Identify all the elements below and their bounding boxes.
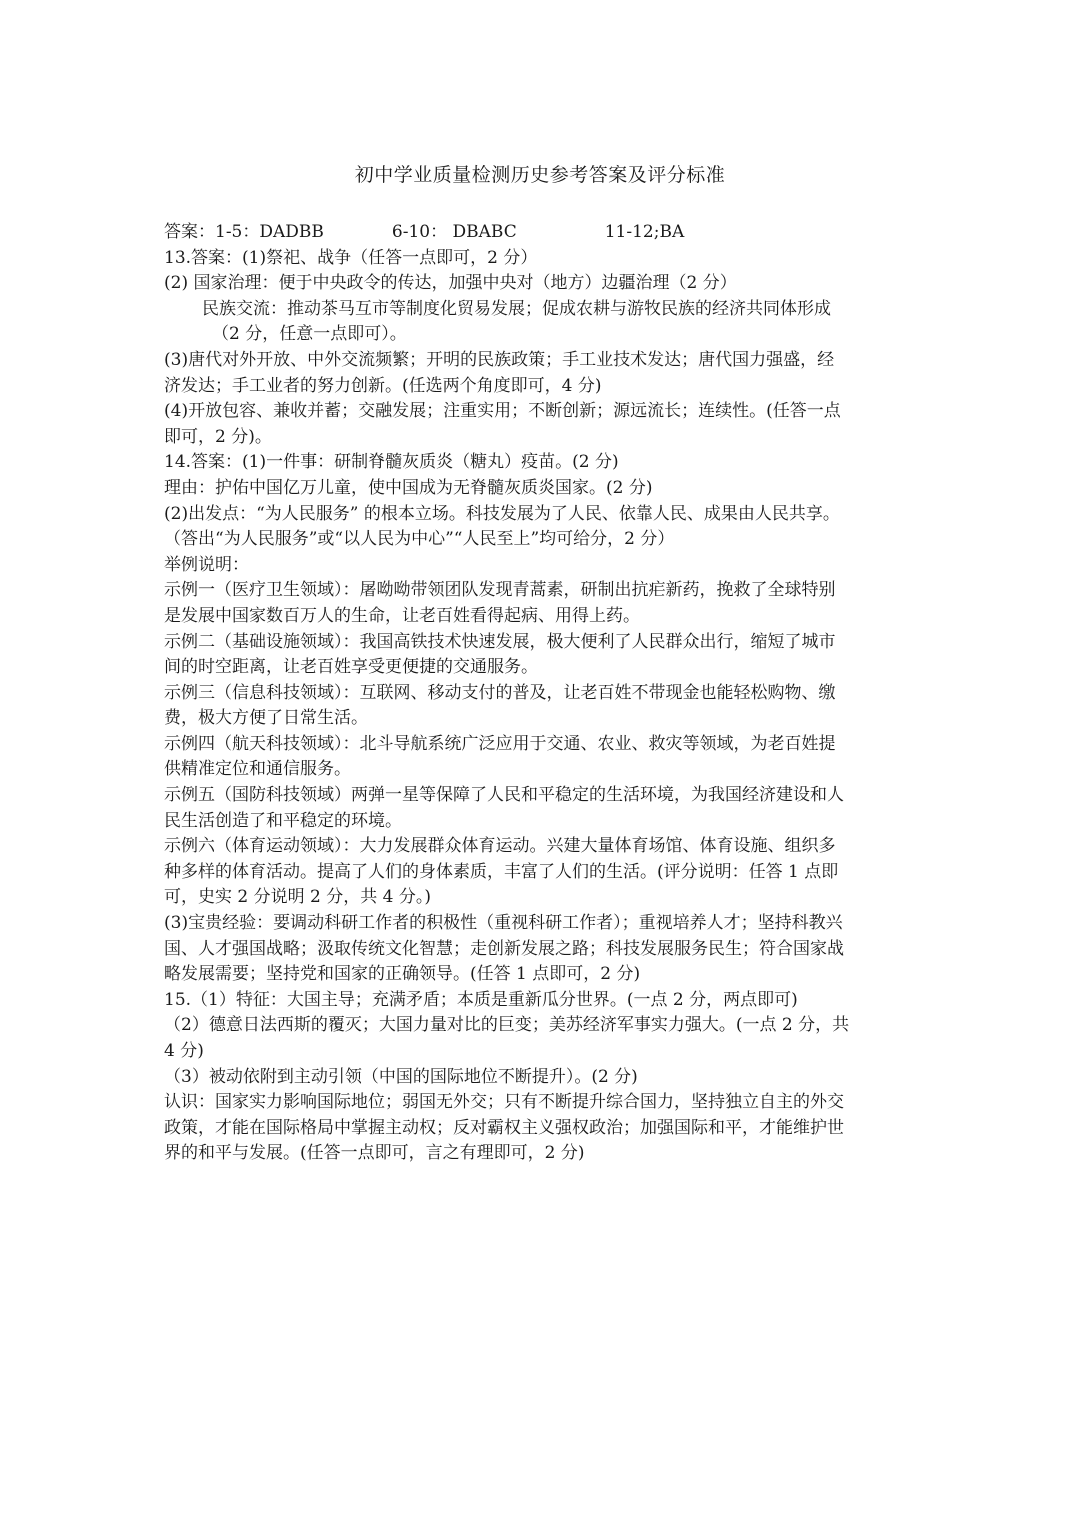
text-line: (2) 国家治理：便于中央政令的传达，加强中央对（地方）边疆治理（2 分） (164, 273, 737, 294)
text-line: 供精准定位和通信服务。 (164, 759, 351, 780)
answer-key-1-5: 答案：1-5：DADBB (164, 222, 324, 242)
document-title: 初中学业质量检测历史参考答案及评分标准 (354, 164, 726, 186)
text-line: （答出“为人民服务”或“以人民为中心”“人民至上”均可给分，2 分） (164, 529, 675, 550)
answer-key-6-10: 6-10： DBABC (391, 222, 517, 242)
text-line: (3)宝贵经验：要调动科研工作者的积极性（重视科研工作者）；重视培养人才；坚持科教兴 (164, 913, 843, 934)
text-line: (2)出发点：“为人民服务” 的根本立场。科技发展为了人民、依靠人民、成果由人民共享。 (164, 503, 840, 524)
text-line: 理由：护佑中国亿万儿童，使中国成为无脊髓灰质炎国家。(2 分) (164, 477, 653, 498)
text-line: （2 分，任意一点即可）。 (212, 324, 407, 345)
text-line: 示例五（国防科技领域）两弹一星等保障了人民和平稳定的生活环境，为我国经济建设和人 (164, 785, 844, 806)
text-line: 略发展需要；坚持党和国家的正确领导。(任答 1 点即可，2 分) (164, 964, 641, 985)
text-line: 示例二（基础设施领域）：我国高铁技术快速发展，极大便利了人民群众出行，缩短了城市 (164, 631, 836, 652)
text-line: 认识：国家实力影响国际地位；弱国无外交；只有不断提升综合国力，坚持独立自主的外交 (164, 1092, 844, 1113)
text-line: 国、人才强国战略；汲取传统文化智慧；走创新发展之路；科技发展服务民生；符合国家战 (164, 938, 844, 959)
text-line: 即可，2 分)。 (164, 426, 272, 447)
text-line: 政策，才能在国际格局中掌握主动权；反对霸权主义强权政治；加强国际和平，才能维护世 (164, 1117, 844, 1138)
answer-key-line (164, 220, 919, 246)
text-line: (4)开放包容、兼收并蓄；交融发展；注重实用；不断创新；源远流长；连续性。(任答一点 (164, 401, 841, 422)
text-line: 民生活创造了和平稳定的环境。 (164, 810, 402, 831)
text-line: 费，极大方便了日常生活。 (164, 708, 368, 729)
text-line: 4 分) (164, 1041, 204, 1061)
text-line: 民族交流：推动茶马互市等制度化贸易发展；促成农耕与游牧民族的经济共同体形成 (202, 298, 831, 319)
text-line: 种多样的体育活动。提高了人们的身体素质，丰富了人们的生活。(评分说明：任答 1 点即 (164, 861, 839, 882)
text-line: （3）被动依附到主动引领（中国的国际地位不断提升）。(2 分) (164, 1066, 638, 1087)
text-line: 15.（1）特征：大国主导；充满矛盾；本质是重新瓜分世界。(一点 2 分，两点即可) (164, 989, 798, 1010)
text-line: 界的和平与发展。(任答一点即可，言之有理即可，2 分) (164, 1143, 585, 1164)
text-line: 13.答案：(1)祭祀、战争（任答一点即可，2 分） (164, 247, 538, 268)
text-line: 示例一（医疗卫生领域）：屠呦呦带领团队发现青蒿素，研制出抗疟新药，挽救了全球特别 (164, 580, 836, 601)
text-line: 可，史实 2 分说明 2 分，共 4 分。) (164, 887, 432, 908)
text-line: 是发展中国家数百万人的生命，让老百姓看得起病、用得上药。 (164, 605, 640, 626)
answer-lines (164, 246, 919, 1167)
text-line: 示例四（航天科技领域）：北斗导航系统广泛应用于交通、农业、救灾等领域，为老百姓提 (164, 733, 836, 754)
text-line: 14.答案：(1)一件事：研制脊髓灰质炎（糖丸）疫苗。(2 分) (164, 452, 619, 473)
text-line: (3)唐代对外开放、中外交流频繁；开明的民族政策；手工业技术发达；唐代国力强盛，经 (164, 349, 835, 370)
text-line: 示例六（体育运动领域）：大力发展群众体育运动。兴建大量体育场馆、体育设施、组织多 (164, 836, 836, 857)
document-body (164, 220, 919, 1167)
answer-key-11-12: 11-12;BA (604, 222, 685, 242)
text-line: 举例说明： (164, 554, 249, 575)
text-line: （2）德意日法西斯的覆灭；大国力量对比的巨变；美苏经济军事实力强大。(一点 2 分，共 (164, 1015, 850, 1036)
text-line: 济发达；手工业者的努力创新。(任选两个角度即可，4 分) (164, 375, 602, 396)
text-line: 间的时空距离，让老百姓享受更便捷的交通服务。 (164, 657, 538, 678)
text-line: 示例三（信息科技领域）：互联网、移动支付的普及，让老百姓不带现金也能轻松购物、缴 (164, 682, 836, 703)
